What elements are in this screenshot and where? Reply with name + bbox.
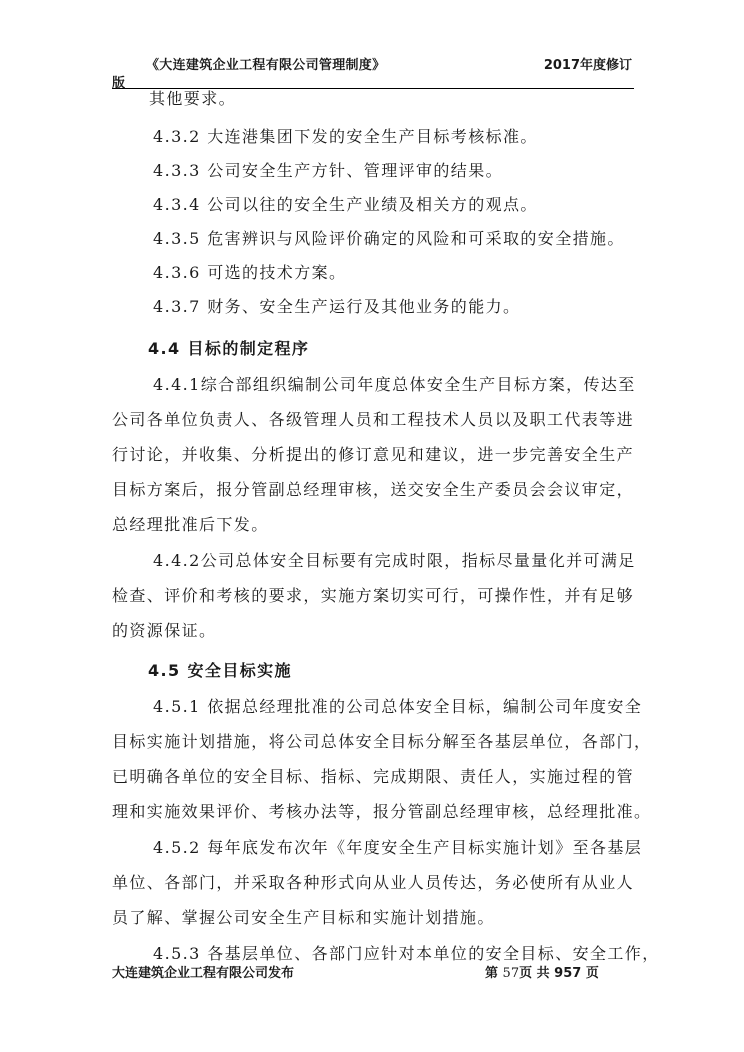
publisher-label: 大连建筑企业工程有限公司发布 xyxy=(112,966,295,981)
item-4-3-2: 4.3.2 大连港集团下发的安全生产目标考核标准。 xyxy=(153,127,538,146)
paragraph-4-4-2-line: 4.4.2公司总体安全目标要有完成时限，指标尽量量化并可满足 xyxy=(153,551,636,570)
item-4-3-3: 4.3.3 公司安全生产方针、管理评审的结果。 xyxy=(153,161,503,180)
paragraph-4-5-1-line: 4.5.1 依据总经理批准的公司总体安全目标，编制公司年度安全 xyxy=(153,697,643,716)
paragraph-4-4-1-line: 行讨论，并收集、分析提出的修订意见和建议，进一步完善安全生产 xyxy=(112,445,635,464)
paragraph-4-4-2-line: 检查、评价和考核的要求，实施方案切实可行，可操作性，并有足够 xyxy=(112,586,635,605)
total-pages: 957 xyxy=(554,966,582,981)
paragraph-4-5-2-line: 员了解、掌握公司安全生产目标和实施计划措施。 xyxy=(112,908,495,927)
item-4-3-6: 4.3.6 可选的技术方案。 xyxy=(153,263,347,282)
item-4-3-5: 4.3.5 危害辨识与风险评价确定的风险和可采取的安全措施。 xyxy=(153,229,625,248)
current-page: 57 xyxy=(502,966,520,981)
section-heading-4-4: 4.4 目标的制定程序 xyxy=(148,339,310,358)
item-4-3-4: 4.3.4 公司以往的安全生产业绩及相关方的观点。 xyxy=(153,195,538,214)
paragraph-4-5-2-line: 4.5.2 每年底发布次年《年度安全生产目标实施计划》至各基层 xyxy=(153,838,643,857)
page-footer xyxy=(112,962,634,982)
page-number xyxy=(485,962,599,981)
edition-label: 2017年度修订 xyxy=(543,58,632,73)
item-4-3-7: 4.3.7 财务、安全生产运行及其他业务的能力。 xyxy=(153,297,521,316)
page-header xyxy=(112,52,634,89)
paragraph-4-4-1-line: 总经理批准后下发。 xyxy=(112,515,269,534)
paragraph-4-5-2-line: 单位、各部门，并采取各种形式向从业人员传达，务必使所有从业人 xyxy=(112,873,635,892)
document-title: 《大连建筑企业工程有限公司管理制度》 xyxy=(146,58,386,73)
paragraph-4-4-1-line: 目标方案后，报分管副总经理审核，送交安全生产委员会会议审定， xyxy=(112,480,635,499)
paragraph-4-4-1-line: 公司各单位负责人、各级管理人员和工程技术人员以及职工代表等进 xyxy=(112,410,635,429)
continuation-text: 其他要求。 xyxy=(149,89,237,108)
paragraph-4-5-3-line: 4.5.3 各基层单位、各部门应针对本单位的安全目标、安全工作， xyxy=(153,944,660,963)
page-suffix: 页 xyxy=(585,966,599,981)
edition-label-wrap: 版 xyxy=(112,76,126,91)
page-prefix: 第 xyxy=(485,966,499,981)
paragraph-4-5-1-line: 目标实施计划措施，将公司总体安全目标分解至各基层单位，各部门， xyxy=(112,732,652,751)
paragraph-4-4-2-line: 的资源保证。 xyxy=(112,621,217,640)
section-heading-4-5: 4.5 安全目标实施 xyxy=(148,661,292,680)
paragraph-4-4-1-line: 4.4.1综合部组织编制公司年度总体安全生产目标方案，传达至 xyxy=(153,375,636,394)
paragraph-4-5-1-line: 已明确各单位的安全目标、指标、完成期限、责任人，实施过程的管 xyxy=(112,767,635,786)
page-middle: 页 共 xyxy=(519,966,550,981)
paragraph-4-5-1-line: 理和实施效果评价、考核办法等，报分管副总经理审核，总经理批准。 xyxy=(112,802,652,821)
